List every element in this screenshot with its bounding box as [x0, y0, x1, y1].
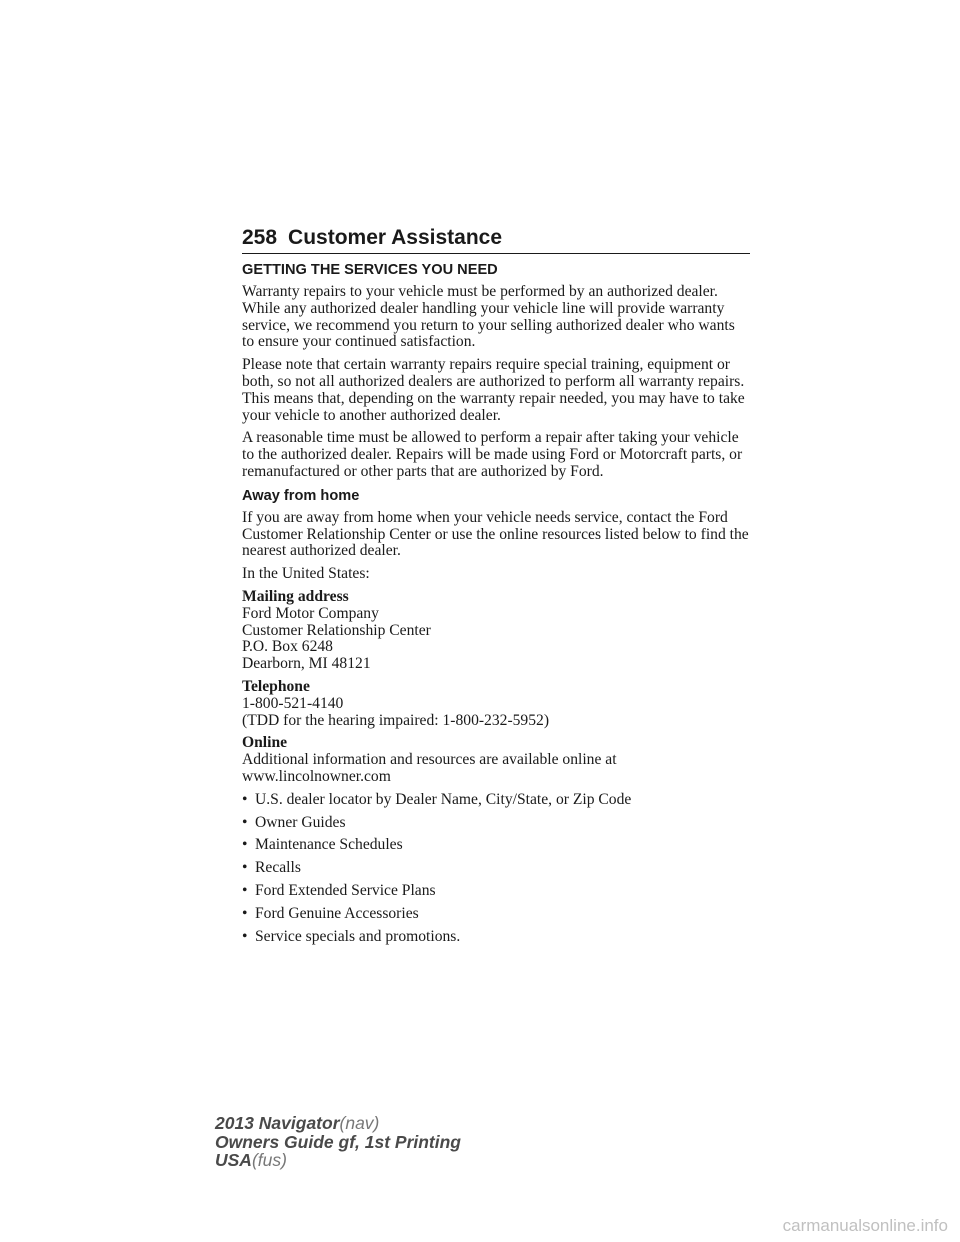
online-description: Additional information and resources are available online at: [242, 751, 617, 769]
mailing-address-block: [242, 589, 750, 673]
list-item: [242, 792, 750, 809]
bullet-icon: •: [242, 881, 248, 899]
list-item: [242, 929, 750, 946]
list-item-text: U.S. dealer locator by Dealer Name, City/State, or Zip Code: [255, 790, 632, 808]
list-item-text: Service specials and promotions.: [255, 927, 461, 945]
bullet-icon: •: [242, 813, 248, 831]
list-item: [242, 883, 750, 900]
list-item: [242, 906, 750, 923]
paragraph-special-training: Please note that certain warranty repairs require special training, equipment or both, so not all authorized dealers are authorized to perform all warranty repairs. This means that, depending on the warranty repair needed, you may have to take your vehicle to another authorized dealer.: [242, 356, 745, 424]
footer-model-code: (nav): [339, 1113, 380, 1133]
paragraph-away-intro: If you are away from home when your vehicle needs service, contact the Ford Customer Relationship Center or use the online resources listed below to find the nearest authorized dealer.: [242, 508, 749, 560]
footer-market-name: USA: [215, 1150, 252, 1171]
list-item: [242, 860, 750, 877]
region-label: In the United States:: [242, 565, 370, 583]
site-watermark: carmanualsonline.info: [782, 1216, 948, 1235]
online-resources-list: [242, 792, 750, 946]
telephone-block: [242, 679, 750, 729]
mailing-line: Dearborn, MI 48121: [242, 655, 371, 673]
list-item: [242, 837, 750, 854]
document-footer: [215, 1114, 461, 1170]
footer-market-code: (fus): [251, 1150, 287, 1171]
page-header: [242, 226, 750, 254]
manual-page: [242, 226, 750, 951]
online-block: [242, 735, 750, 785]
list-item-text: Maintenance Schedules: [255, 836, 403, 854]
online-label: Online: [242, 734, 288, 752]
bullet-icon: •: [242, 836, 248, 854]
bullet-icon: •: [242, 927, 248, 945]
footer-guide-edition: Owners Guide gf, 1st Printing: [215, 1131, 461, 1152]
list-item: [242, 815, 750, 832]
mailing-line: Ford Motor Company: [242, 604, 379, 622]
telephone-label: Telephone: [242, 677, 310, 695]
telephone-number: 1-800-521-4140: [242, 694, 344, 712]
chapter-title: Customer Assistance: [288, 226, 503, 249]
paragraph-reasonable-time: A reasonable time must be allowed to perform a repair after taking your vehicle to the authorized dealer. Repairs will be made using Ford or Motorcraft parts, or remanufactured or other parts that are authorized by Ford.: [242, 429, 743, 480]
page-number: 258: [242, 226, 278, 249]
bullet-icon: •: [242, 904, 248, 922]
list-item-text: Ford Genuine Accessories: [255, 904, 419, 922]
list-item-text: Ford Extended Service Plans: [255, 881, 436, 899]
mailing-address-label: Mailing address: [242, 587, 349, 605]
footer-line-market: [215, 1151, 461, 1170]
subsection-heading-away: Away from home: [242, 487, 360, 504]
bullet-icon: •: [242, 859, 248, 877]
list-item-text: Recalls: [255, 859, 301, 877]
footer-line-model: [215, 1114, 461, 1133]
section-heading: GETTING THE SERVICES YOU NEED: [242, 262, 498, 278]
mailing-line: Customer Relationship Center: [242, 621, 431, 639]
page-content: [242, 261, 750, 945]
telephone-tdd: (TDD for the hearing impaired: 1-800-232-5952): [242, 711, 550, 729]
list-item-text: Owner Guides: [255, 813, 346, 831]
mailing-line: P.O. Box 6248: [242, 638, 333, 656]
bullet-icon: •: [242, 790, 248, 808]
online-url: www.lincolnowner.com: [242, 767, 391, 785]
paragraph-warranty-repairs: Warranty repairs to your vehicle must be performed by an authorized dealer. While any authorized dealer handling your vehicle line will provide warranty service, we recommend you return to your selling authorized dealer who wants to ensure your continued satisfaction.: [242, 283, 735, 351]
footer-model-name: 2013 Navigator: [215, 1113, 340, 1133]
